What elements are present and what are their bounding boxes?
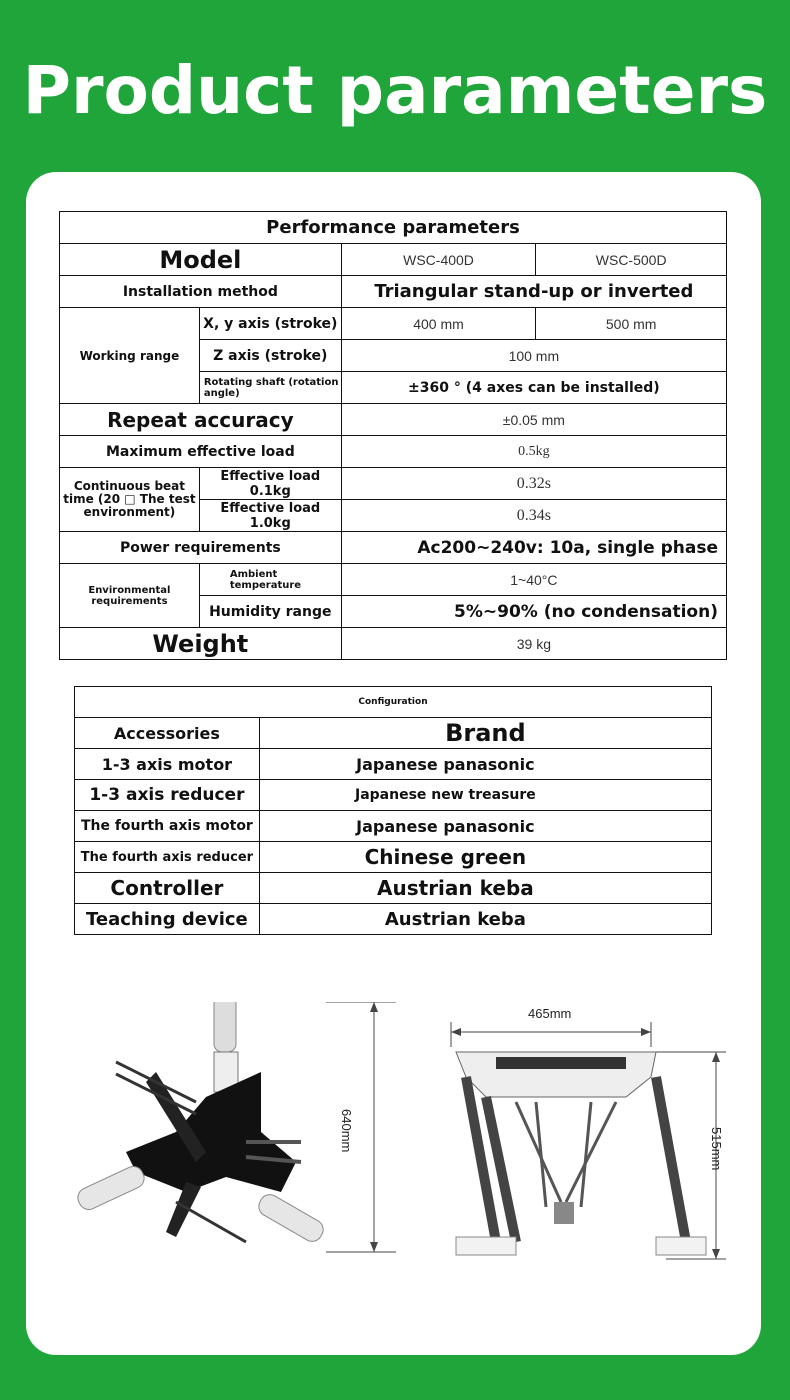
- side-height-dimension-label: 515mm: [709, 1127, 724, 1171]
- page-title: Product parameters: [22, 52, 768, 129]
- brand-cell: Chinese green: [259, 842, 711, 873]
- repeat-accuracy-label: Repeat accuracy: [60, 404, 342, 436]
- ambient-value: 1~40°C: [341, 564, 726, 596]
- humidity-value: 5%~90% (no condensation): [341, 596, 726, 628]
- power-value: Ac200~240v: 10a, single phase: [341, 532, 726, 564]
- accessory-cell: Controller: [75, 873, 260, 904]
- rotation-label: Rotating shaft (rotation angle): [199, 372, 341, 404]
- brand-header: Brand: [259, 718, 711, 749]
- brand-cell: Japanese new treasure: [259, 780, 711, 811]
- working-range-label: Working range: [60, 308, 200, 404]
- weight-value: 39 kg: [341, 628, 726, 660]
- model-value-1: WSC-400D: [341, 244, 536, 276]
- rotation-value: ±360 ° (4 axes can be installed): [341, 372, 726, 404]
- accessory-cell: The fourth axis reducer: [75, 842, 260, 873]
- robot-side-view-drawing: [426, 1002, 726, 1272]
- z-axis-value: 100 mm: [341, 340, 726, 372]
- configuration-title: Configuration: [75, 687, 712, 718]
- configuration-table: [74, 686, 712, 935]
- load-01-label: Effective load 0.1kg: [199, 468, 341, 500]
- humidity-label: Humidity range: [199, 596, 341, 628]
- model-label: Model: [60, 244, 342, 276]
- xy-axis-value-1: 400 mm: [341, 308, 536, 340]
- accessory-cell: 1-3 axis motor: [75, 749, 260, 780]
- accessories-header: Accessories: [75, 718, 260, 749]
- robot-top-view-drawing: [56, 1002, 396, 1342]
- environment-label: Environmental requirements: [60, 564, 200, 628]
- performance-title: Performance parameters: [60, 212, 727, 244]
- accessory-cell: 1-3 axis reducer: [75, 780, 260, 811]
- beat-time-label: Continuous beat time (20 □ The test environment): [60, 468, 200, 532]
- height-dimension-label: 640mm: [339, 1109, 354, 1153]
- accessory-cell: Teaching device: [75, 904, 260, 935]
- brand-cell: Austrian keba: [259, 873, 711, 904]
- installation-value: Triangular stand-up or inverted: [341, 276, 726, 308]
- content-card: [26, 172, 761, 1355]
- model-value-2: WSC-500D: [536, 244, 727, 276]
- max-load-label: Maximum effective load: [60, 436, 342, 468]
- accessory-cell: The fourth axis motor: [75, 811, 260, 842]
- repeat-accuracy-value: ±0.05 mm: [341, 404, 726, 436]
- brand-cell: Japanese panasonic: [259, 749, 711, 780]
- width-dimension-label: 465mm: [528, 1006, 572, 1021]
- weight-label: Weight: [60, 628, 342, 660]
- power-label: Power requirements: [60, 532, 342, 564]
- brand-cell: Austrian keba: [259, 904, 711, 935]
- load-01-value: 0.32s: [341, 468, 726, 500]
- load-10-value: 0.34s: [341, 500, 726, 532]
- performance-table: [59, 211, 727, 660]
- z-axis-label: Z axis (stroke): [199, 340, 341, 372]
- ambient-label: Ambient temperature: [199, 564, 341, 596]
- installation-label: Installation method: [60, 276, 342, 308]
- load-10-label: Effective load 1.0kg: [199, 500, 341, 532]
- brand-cell: Japanese panasonic: [259, 811, 711, 842]
- max-load-value: 0.5kg: [341, 436, 726, 468]
- xy-axis-value-2: 500 mm: [536, 308, 727, 340]
- xy-axis-label: X, y axis (stroke): [199, 308, 341, 340]
